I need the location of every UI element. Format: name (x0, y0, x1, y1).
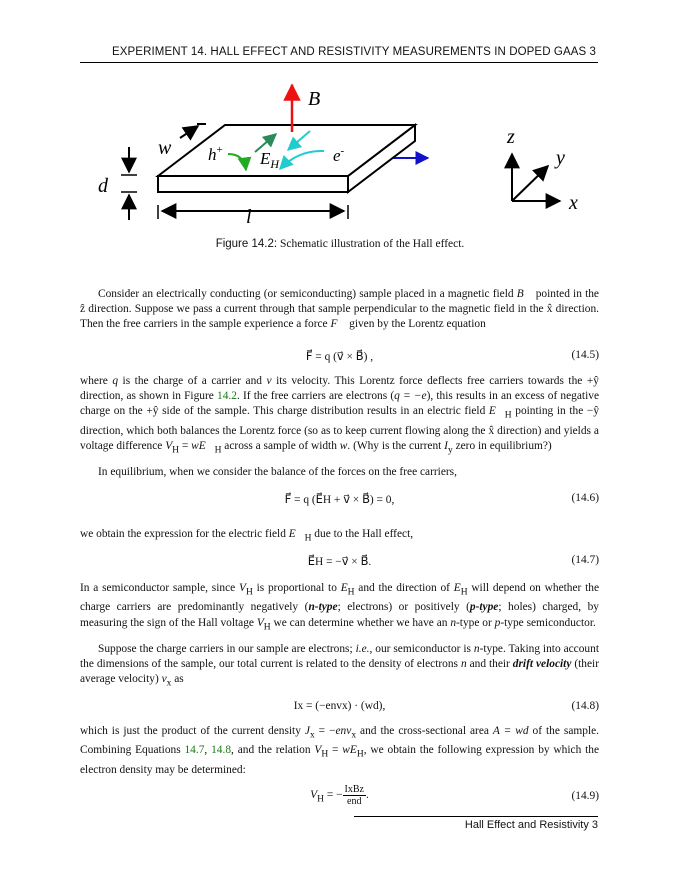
caption-text: Schematic illustration of the Hall effect. (277, 238, 465, 250)
sample-slab (158, 125, 415, 192)
coordinate-axes (512, 154, 560, 201)
figure-reference-link[interactable]: 14.2 (217, 390, 237, 403)
label-hall-field: $E_H$ (260, 149, 280, 171)
figure-caption (0, 238, 680, 250)
equation-14-6: F⃗ = q (E⃗H + v⃗ × B⃗) = 0, (14.6) (284, 492, 599, 506)
label-x: x (569, 192, 578, 214)
paragraph-hall-expression: we obtain the expression for the electric field $E⃗_H$ due to the Hall effect, (80, 528, 414, 544)
page-footer: Hall Effect and Resistivity 3 (354, 816, 598, 831)
running-header (80, 44, 598, 63)
width-dimension-arrow (180, 126, 198, 138)
label-z: z (507, 126, 515, 148)
header-title: EXPERIMENT 14. HALL EFFECT AND RESISTIVITY MEASUREMENTS IN DOPED GAAS (112, 46, 587, 58)
paragraph-lorentz-intro: Consider an electrically conducting (or semiconducting) sample placed in a magnetic field B⃗ pointed in the ẑ direction. Suppose we pass a current through that sample perpendicular to the magnetic field in the x̂ direction. Then the free carriers in the sample experience a force F⃗ given by the Lorentz equation (80, 288, 599, 331)
hall-effect-figure (80, 74, 600, 234)
paragraph-carrier-type: In a semiconductor sample, since $V_H$ is proportional to $E_H$ and the direction of $E_H$ will depend on whether the charge carriers are predominantly negatively (n-type; electrons) or positively (p-type; holes) charged, by measuring the sign of the Hall voltage $V_H$ we can determine whether we have an n-type or p-type semiconductor. (80, 582, 600, 632)
label-hole: h+ (208, 144, 223, 164)
equation-reference-link-14-8[interactable]: 14.8 (211, 744, 232, 757)
label-B: B (308, 88, 321, 110)
header-page-number: 3 (589, 46, 596, 58)
equation-14-8: Ix = (−envx) · (wd), (14.8) (293, 700, 599, 712)
paragraph-current-density: which is just the product of the current density $J_x = -env_x$ and the cross-sectional area A = wd of the sample. Combining Equations 14.7, 14.8, and the relation $V_H = wE_H$, we obtain the following expression by which the electron density may be determined: (80, 725, 600, 776)
equation-reference-link-14-7[interactable]: 14.7 (184, 744, 205, 757)
equation-14-9: $V_H$ = − $\frac{\text{IxBz}}{\text{end}}$ . (14.9) (310, 784, 599, 807)
label-y: y (556, 147, 565, 169)
label-d: d (98, 175, 108, 197)
caption-label: Figure 14.2: (215, 238, 278, 250)
paragraph-drift-velocity: Suppose the charge carriers in our sample are electrons; i.e., our semiconductor is n-type. Taking into account the dimensions of the sample, our total current is related to the density of electrons n and their drift velocity (their average velocity) $v_x$ as (80, 643, 599, 689)
paragraph-equilibrium: In equilibrium, when we consider the balance of the forces on the free carriers, (98, 466, 457, 478)
equation-14-5: F⃗ = q (v⃗ × B⃗) , (14.5) (305, 349, 599, 363)
label-w: w (158, 137, 172, 159)
label-electron: e- (333, 145, 345, 165)
label-l: l (246, 206, 252, 228)
equation-14-7: E⃗H = −v⃗ × B⃗. (14.7) (307, 554, 599, 568)
paragraph-hall-field: where q is the charge of a carrier and v its velocity. This Lorentz force deflects free carriers towards the +ŷ direction, as shown in Figure 14.2. If the free carriers are electrons (q = −e), this results in an excess of negative charge on the +ŷ side of the sample. This charge distribution results in an electric field $E⃗_H$ pointing in the −ŷ direction, which both balances the Lorentz force (so as to keep current flowing along the x̂ direction) and yields a voltage difference $V_H$ = $wE⃗_H$ across a sample of width w. (Why is the current $I_y$ zero in equilibrium?) (80, 375, 600, 456)
